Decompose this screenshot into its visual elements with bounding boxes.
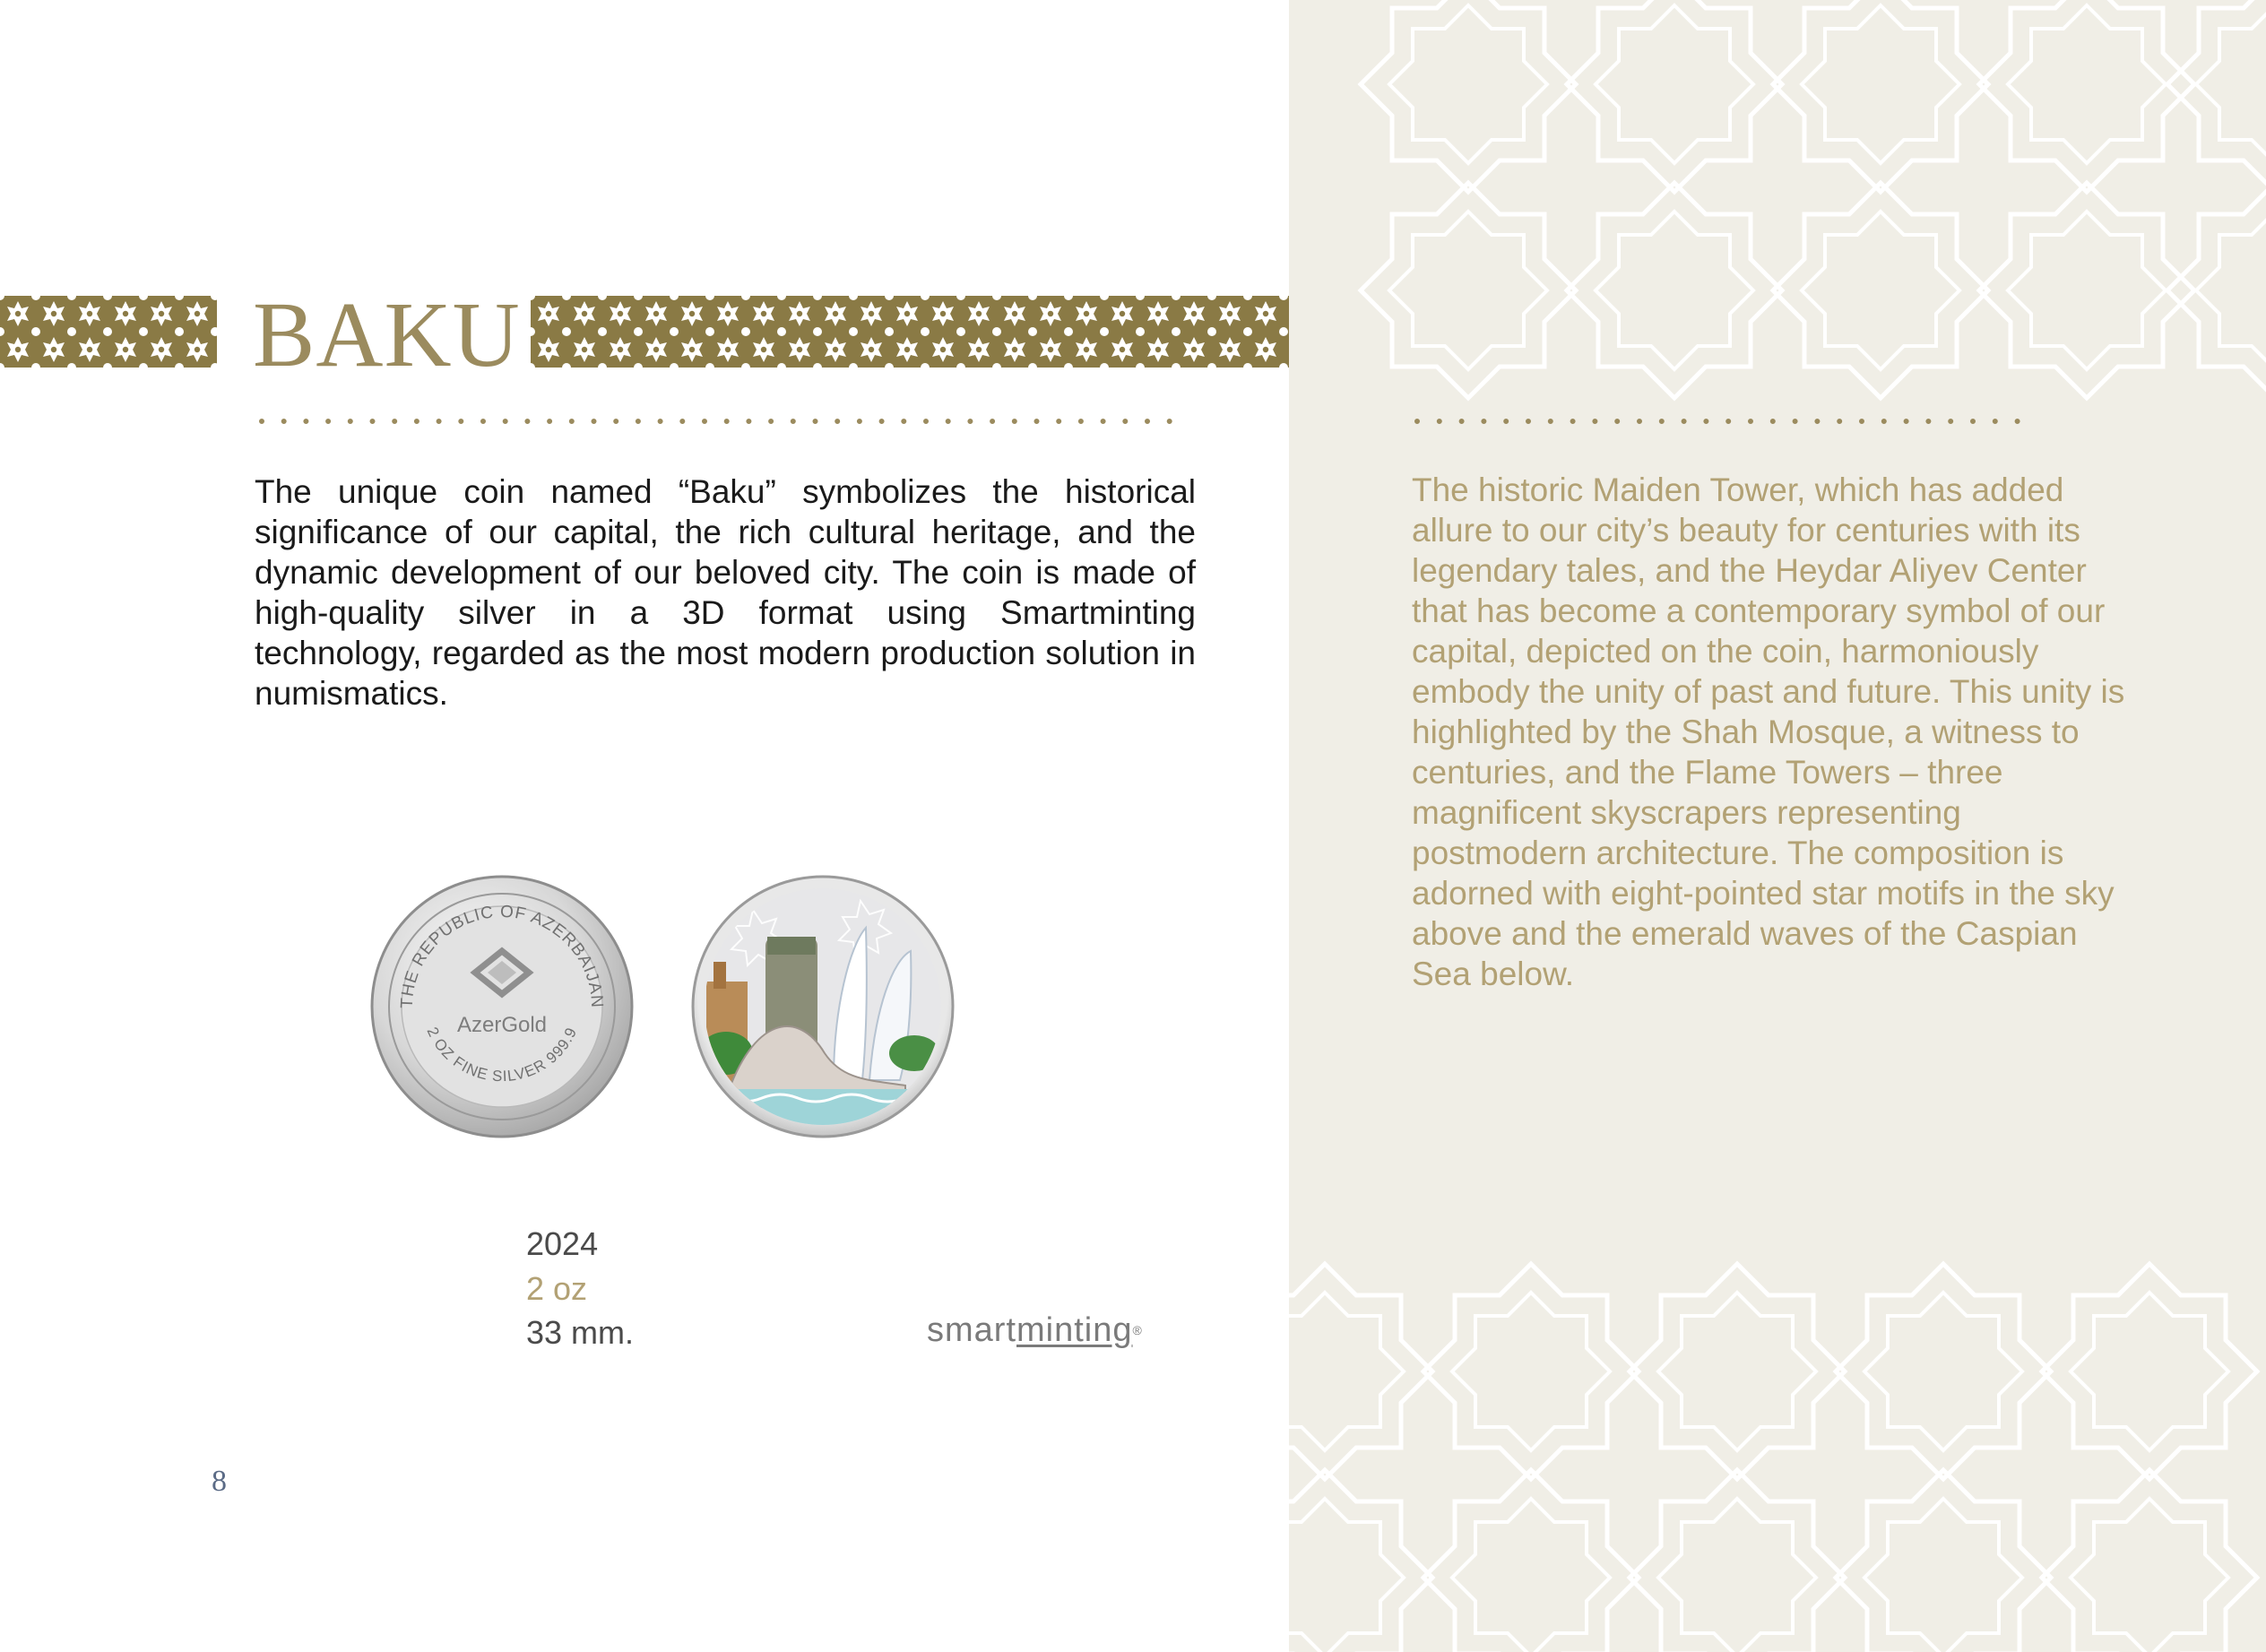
description-paragraph: The historic Maiden Tower, which has added allure to our city’s beauty for centuries with its legendary tales, and the Heydar Aliyev Center that has become a contemporary symbol of our capital, depicted on the coin, harmoniously embody the unity of past and future. This unity is highlighted by the Shah Mosque, a witness to centuries, and the Flame Towers – three magnificent skyscrapers representing postmodern architecture. The composition is adorned with eight-pointed star motifs in the sky above and the emerald waves of the Caspian Sea below. xyxy=(1412,471,2125,992)
coin-weight-line: 2 OZ FINE SILVER 999.9 xyxy=(423,1024,581,1085)
intro-paragraph: The unique coin named “Baku” symbolizes the historical significance of our capital, the rich cultural heritage, and the dynamic development of our beloved city. The coin is made of high-quality silver in a 3D format using Smartminting technology, regarded as the most modern production solution in numismatics. xyxy=(255,473,1196,712)
page-title: BAKU xyxy=(253,283,521,386)
dotted-divider-right xyxy=(1412,416,2048,427)
ornament-band-right xyxy=(531,296,1289,368)
coin-reverse-image xyxy=(690,874,956,1139)
coin-inscription: THE REPUBLIC OF AZERBAIJAN xyxy=(397,902,607,1009)
coin-brand-text: AzerGold xyxy=(456,1013,548,1037)
ornament-band-left xyxy=(0,296,217,368)
dotted-divider-left xyxy=(256,416,1189,427)
brand-part-minting: minting xyxy=(1016,1311,1133,1349)
brand-part-smart: smart xyxy=(927,1311,1016,1349)
diameter-value: 33 mm. xyxy=(526,1314,635,1351)
coin-obverse-image xyxy=(369,874,635,1139)
production-year-value: 2024 xyxy=(526,1225,599,1262)
brand-registered-mark: ® xyxy=(1132,1323,1143,1337)
weight-value: 2 oz xyxy=(526,1270,588,1307)
smartminting-logo xyxy=(927,1310,1196,1355)
page-number: 8 xyxy=(212,1465,227,1498)
